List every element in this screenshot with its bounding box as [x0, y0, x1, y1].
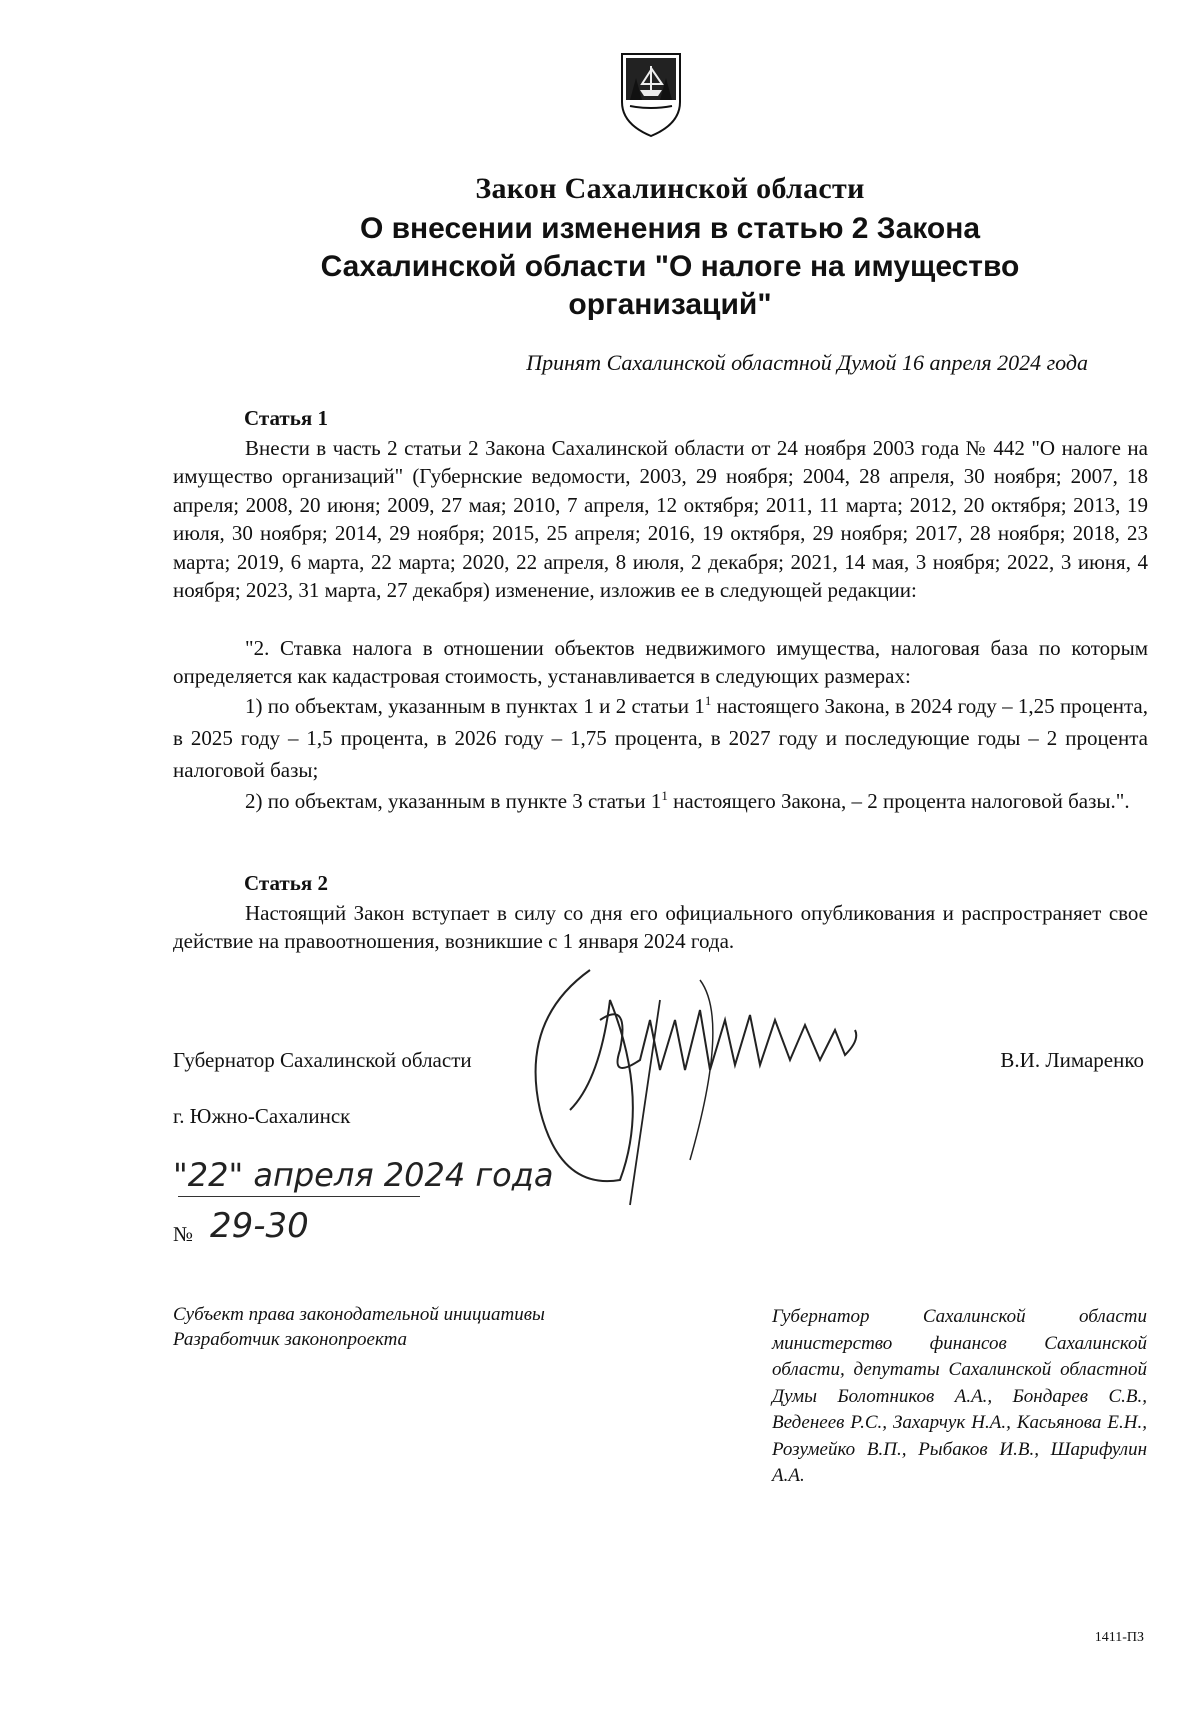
law-subtitle-line-3: организаций" — [568, 288, 772, 321]
item-1-text: 1) по объектам, указанным в пунктах 1 и 2 статьи 1 — [245, 694, 705, 718]
article-1-intro: Внести в часть 2 статьи 2 Закона Сахалинской области от 24 ноября 2003 года № 442 "О налоге на имущество организаций" (Губернские ведомости, 2003, 29 ноября; 2004, 28 апреля, 30 ноября; 2007, 18 апреля; 2008, 20 июня; 2009, 27 мая; 2010, 7 апреля, 12 октября; 2011, 11 марта; 2012, 20 октября; 2013, 19 июля, 30 ноября; 2014, 29 ноября; 2015, 25 апреля; 2016, 19 октября, 29 ноября; 2017, 28 ноября; 2018, 23 марта; 2019, 6 марта, 22 марта; 2020, 22 апреля, 8 июля, 2 декабря; 2021, 14 мая, 3 ноября; 2022, 3 июня, 4 ноября; 2023, 31 марта, 27 декабря) изменение, изложив ее в следующей редакции: — [173, 436, 1148, 603]
item-1-superscript: 1 — [704, 693, 712, 708]
item-2-text: 2) по объектам, указанным в пункте 3 статьи 1 — [245, 789, 662, 813]
coat-of-arms-emblem — [616, 50, 686, 140]
governor-title: Губернатор Сахалинской области — [173, 1048, 472, 1072]
handwritten-number: 29-30 — [210, 1206, 309, 1246]
city-name: г. Южно-Сахалинск — [173, 1104, 351, 1128]
governor-signature — [500, 960, 940, 1210]
document-code: 1411-ПЗ — [1094, 1630, 1144, 1645]
law-title: Закон Сахалинской области — [475, 172, 865, 205]
article-1-rate-paragraph: "2. Ставка налога в отношении объектов недвижимого имущества, налоговая база по которым определяется как кадастровая стоимость, устанавливается в следующих размерах: — [173, 636, 1148, 689]
item-2-superscript: 1 — [661, 788, 668, 803]
article-1-item-1 — [173, 690, 1148, 786]
article-1-heading: Статья 1 — [244, 406, 328, 430]
subject-label: Субъект права законодательной инициативы — [173, 1304, 545, 1325]
article-1-item-2 — [173, 786, 1148, 816]
handwritten-date: "22" апреля 2024 года — [173, 1156, 554, 1194]
number-label: № — [173, 1222, 194, 1246]
law-subtitle-line-1: О внесении изменения в статью 2 Закона — [359, 212, 981, 245]
initiative-labels — [173, 1302, 545, 1352]
article-2-text: Настоящий Закон вступает в силу со дня его официального опубликования и распространяет свое действие на правоотношения, возникшие с 1 января 2024 года. — [173, 901, 1148, 954]
governor-name: В.И. Лимаренко — [1000, 1048, 1144, 1072]
initiative-subjects: Губернатор Сахалинской области министерство финансов Сахалинской области, депутаты Сахалинской областной Думы Болотников А.А., Бондарев С.В., Веденеев Р.С., Захарчук Н.А., Касьянова Е.Н., Розумейко В.П., Рыбаков И.В., Шарифулин А.А. — [772, 1306, 1147, 1486]
article-2-heading: Статья 2 — [244, 871, 328, 895]
item-1-text-cont: настоящего Закона, в 2024 году – 1,25 процента, в 2025 году – 1,5 процента, в 2026 году – 1,75 процента, в 2027 году и последующие годы – 2 процента налоговой базы; — [173, 694, 1148, 782]
adoption-note: Принят Сахалинской областной Думой 16 апреля 2024 года — [526, 350, 1088, 375]
item-2-text-cont: настоящего Закона, – 2 процента налоговой базы.". — [667, 789, 1130, 813]
law-subtitle-line-2: Сахалинской области "О налоге на имущество — [320, 250, 1020, 283]
developer-label: Разработчик законопроекта — [173, 1329, 408, 1350]
date-underline — [178, 1196, 420, 1197]
